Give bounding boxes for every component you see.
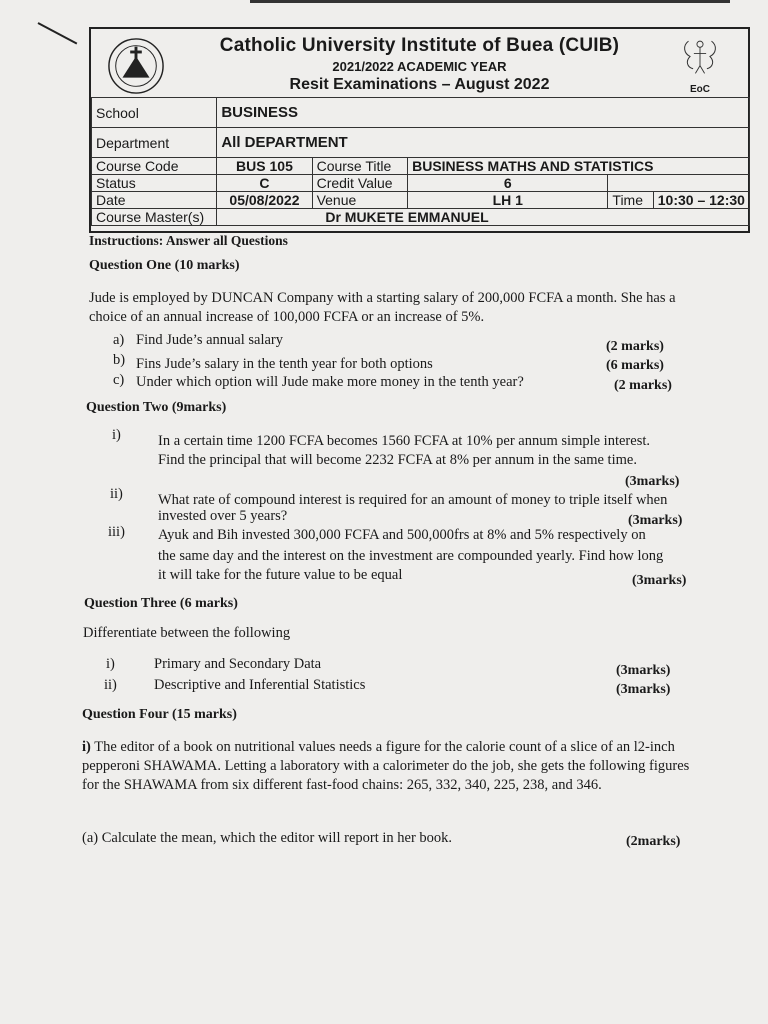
q1-item-b-text: Fins Jude’s salary in the tenth year for both options bbox=[136, 356, 433, 372]
q3-item-i-num: i) bbox=[106, 656, 115, 672]
q2-item-i-line1: In a certain time 1200 FCFA becomes 1560 FCFA at 10% per annum simple interest. bbox=[158, 433, 650, 449]
q2-item-ii-marks: (3marks) bbox=[628, 513, 683, 528]
course-info-table bbox=[91, 97, 750, 226]
q2-item-ii-line2: invested over 5 years? bbox=[158, 508, 288, 524]
pen-mark bbox=[38, 22, 78, 44]
exam-header bbox=[89, 27, 750, 233]
credit-value-value: 6 bbox=[408, 175, 608, 192]
course-title-value: BUSINESS MATHS AND STATISTICS bbox=[408, 158, 750, 175]
eoc-logo bbox=[666, 35, 734, 95]
q1-text: Jude is employed by DUNCAN Company with a starting salary of 200,000 FCFA a month. She has a choice of an annual increase of 100,000 FCFA or an increase of 5%. bbox=[89, 290, 676, 325]
q2-item-i-line2: Find the principal that will become 2232 FCFA at 8% per annum in the same time. bbox=[158, 452, 637, 468]
q1-item-c-text: Under which option will Jude make more money in the tenth year? bbox=[136, 374, 524, 390]
q1-item-c-marks: (2 marks) bbox=[614, 378, 672, 393]
q2-item-ii-num: ii) bbox=[110, 486, 123, 502]
venue-label: Venue bbox=[312, 192, 408, 209]
q2-item-iii-line2: the same day and the interest on the investment are compounded yearly. Find how long bbox=[158, 548, 664, 564]
course-master-label: Course Master(s) bbox=[92, 209, 217, 226]
q3-item-ii-text: Descriptive and Inferential Statistics bbox=[154, 677, 366, 693]
q4-text: The editor of a book on nutritional values needs a figure for the calorie count of a slice of an l2-inch pepperoni SHAWAMA. Letting a laboratory with a calorimeter do the job, she gets the following figures for the SHAWAMA from six different fast-food chains: 265, 332, 340, 225, 238, and 346. bbox=[82, 739, 690, 793]
eoc-figures-icon bbox=[666, 35, 734, 81]
q1-item-b-num: b) bbox=[113, 352, 126, 368]
q2-item-iii-num: iii) bbox=[108, 524, 125, 540]
q1-item-a-num: a) bbox=[113, 332, 125, 348]
q1-heading: Question One (10 marks) bbox=[89, 258, 240, 273]
q2-heading: Question Two (9marks) bbox=[86, 400, 227, 415]
course-code-value: BUS 105 bbox=[217, 158, 312, 175]
academic-year: 2021/2022 ACADEMIC YEAR bbox=[332, 59, 507, 74]
q2-item-i-num: i) bbox=[112, 427, 121, 443]
university-name: Catholic University Institute of Buea (CUIB) bbox=[219, 35, 620, 56]
q2-item-iii-line1: Ayuk and Bih invested 300,000 FCFA and 500,000frs at 8% and 5% respectively on bbox=[158, 527, 646, 543]
school-label: School bbox=[92, 98, 217, 128]
q1-item-a-marks: (2 marks) bbox=[606, 339, 664, 354]
q3-heading: Question Three (6 marks) bbox=[84, 596, 238, 611]
department-label: Department bbox=[92, 128, 217, 158]
venue-value: LH 1 bbox=[408, 192, 608, 209]
q1-item-b-marks: (6 marks) bbox=[606, 358, 664, 373]
q2-item-iii-marks: (3marks) bbox=[632, 573, 687, 588]
q2-item-ii-line1: What rate of compound interest is required for an amount of money to triple itself when bbox=[158, 492, 668, 508]
q1-item-c-num: c) bbox=[113, 372, 125, 388]
q3-item-ii-num: ii) bbox=[104, 677, 117, 693]
q4-text-block bbox=[82, 738, 694, 795]
scan-top-edge bbox=[250, 0, 730, 3]
course-title-label: Course Title bbox=[312, 158, 408, 175]
q3-item-i-text: Primary and Secondary Data bbox=[154, 656, 322, 672]
school-value: BUSINESS bbox=[217, 98, 750, 128]
q1-item-a-text: Find Jude’s annual salary bbox=[136, 332, 283, 348]
credit-value-label: Credit Value bbox=[312, 175, 408, 192]
time-label: Time bbox=[608, 192, 653, 209]
q3-item-ii-marks: (3marks) bbox=[616, 682, 671, 697]
header-banner bbox=[91, 29, 748, 99]
date-value: 05/08/2022 bbox=[217, 192, 312, 209]
department-value: All DEPARTMENT bbox=[217, 128, 750, 158]
q3-item-i-marks: (3marks) bbox=[616, 663, 671, 678]
status-label: Status bbox=[92, 175, 217, 192]
empty-cell bbox=[608, 175, 750, 192]
eoc-text: EoC bbox=[690, 84, 710, 95]
time-value: 10:30 – 12:30 bbox=[653, 192, 749, 209]
exam-title: Resit Examinations – August 2022 bbox=[289, 76, 550, 93]
university-seal-icon bbox=[107, 37, 165, 95]
q3-intro: Differentiate between the following bbox=[83, 625, 291, 641]
q2-item-iii-line3: it will take for the future value to be equal bbox=[158, 567, 403, 583]
status-value: C bbox=[217, 175, 312, 192]
q4-lead: i) bbox=[82, 739, 91, 755]
q4-part-a: (a) Calculate the mean, which the editor will report in her book. bbox=[82, 830, 453, 846]
instructions: Instructions: Answer all Questions bbox=[89, 233, 288, 248]
q4-part-a-marks: (2marks) bbox=[626, 834, 681, 849]
course-master-value: Dr MUKETE EMMANUEL bbox=[217, 209, 750, 226]
date-label: Date bbox=[92, 192, 217, 209]
course-code-label: Course Code bbox=[92, 158, 217, 175]
q2-item-i-marks: (3marks) bbox=[625, 474, 680, 489]
q4-heading: Question Four (15 marks) bbox=[82, 707, 237, 722]
